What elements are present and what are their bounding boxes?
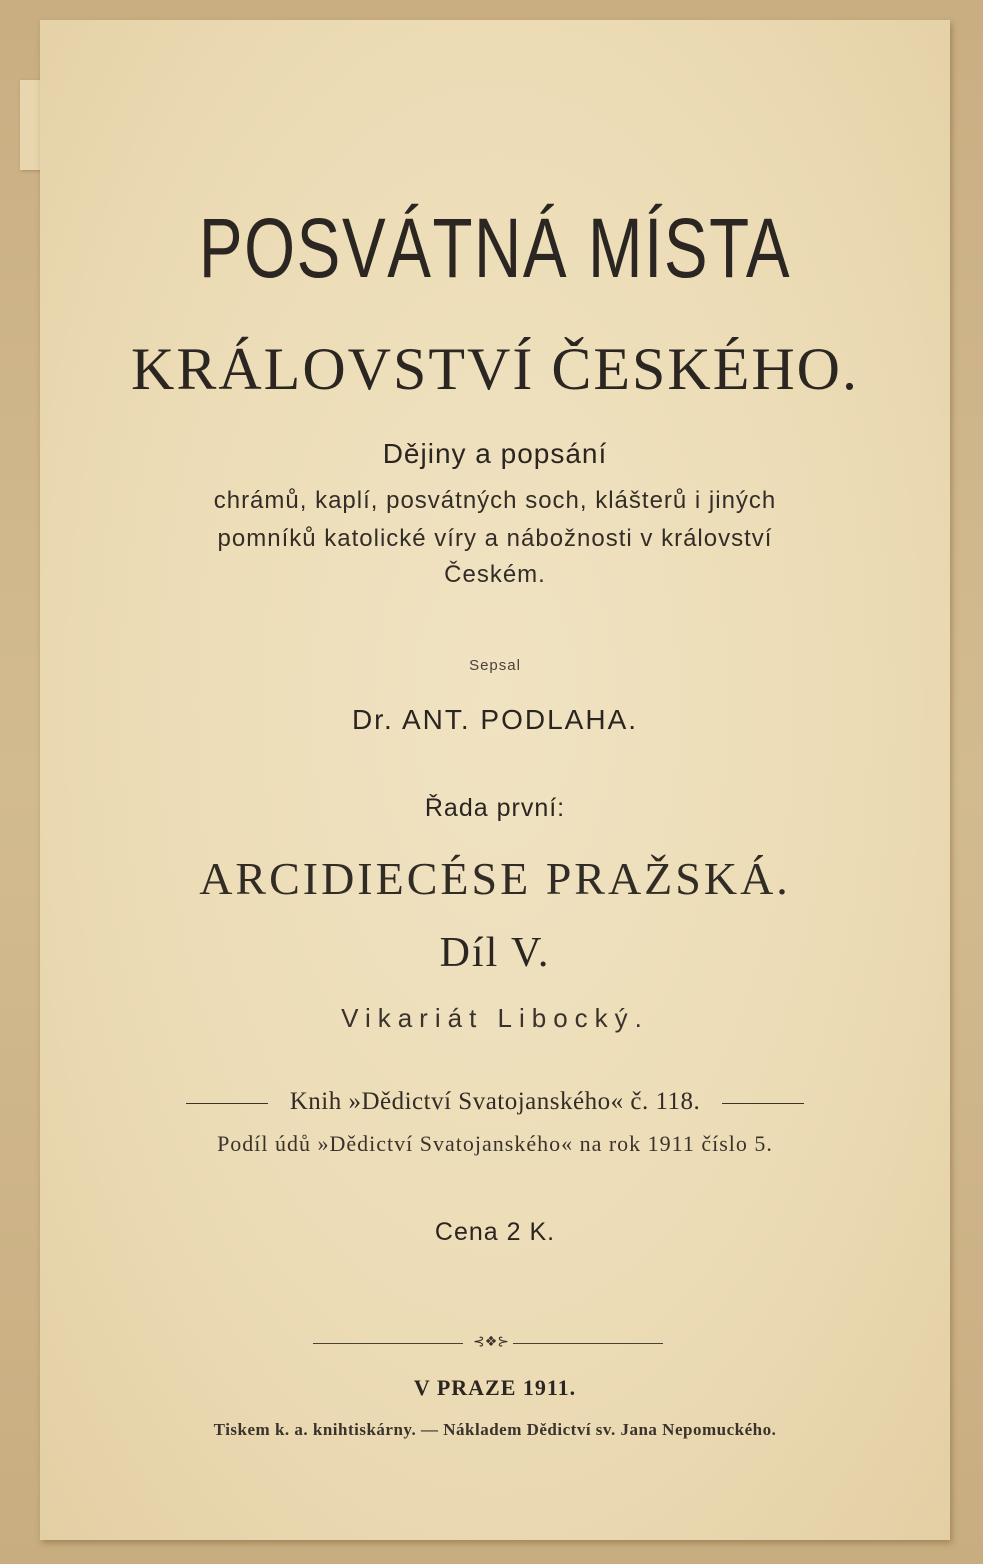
series-label: Řada první: [424,794,566,822]
ornament-line-left [313,1343,463,1344]
ornament-line-right [513,1343,663,1344]
ornament-divider [313,1334,663,1350]
member-share: Podíl údů »Dědictví Svatojanského« na rok 1911 číslo 5. [217,1131,773,1156]
description-line: chrámů, kaplí, posvátných soch, klášterů i jiných [213,487,777,514]
description-line: Českém. [444,561,546,588]
price: Cena 2 K. [434,1218,556,1246]
rule-right [722,1103,804,1104]
title-page [40,20,950,1540]
vicariate: Vikariát Libocký. [341,1003,649,1033]
description-line: pomníků katolické víry a nábožnosti v království [217,525,773,552]
rule-left [186,1103,268,1104]
book-title: POSVÁTNÁ MÍSTA [198,201,792,295]
author-name: Dr. ANT. PODLAHA. [351,704,639,735]
ornament-knot-icon: ⊰❖⊱ [473,1334,510,1350]
subtitle: Dějiny a popsání [382,438,608,469]
publication-note-text: Knih »Dědictví Svatojanského« č. 118. [289,1088,701,1115]
book-title-sub: KRÁLOVSTVÍ ČESKÉHO. [131,336,859,402]
publication-note [40,1088,950,1116]
diocese-title: ARCIDIECÉSE PRAŽSKÁ. [199,853,791,904]
author-label: Sepsal [469,657,521,674]
printer-imprint: Tiskem k. a. knihtiskárny. — Nákladem Dědictví sv. Jana Nepomuckého. [213,1420,777,1439]
volume-part: Díl V. [439,930,551,976]
place-year: V PRAZE 1911. [413,1375,577,1400]
